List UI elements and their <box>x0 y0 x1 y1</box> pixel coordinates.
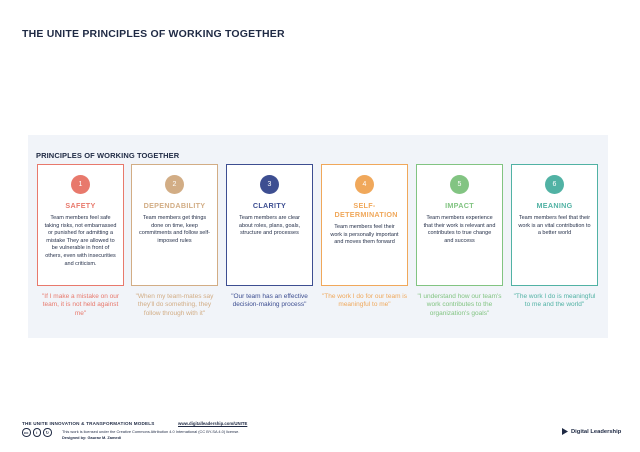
principle-title: MEANING <box>536 201 573 210</box>
principle-card <box>416 164 503 286</box>
principle-description: Team members feel that their work is an vital contribution to a better world <box>518 215 591 237</box>
principle-card <box>37 164 124 286</box>
principle-description: Team members experience that their work is relevant and contributes to true change and success <box>423 215 496 244</box>
principle-title: DEPENDABILITY <box>143 201 206 210</box>
brand-mark-icon <box>562 428 568 435</box>
principle-quote: "The work I do is meaningful to me and the world" <box>513 293 596 309</box>
license-icons <box>22 428 52 437</box>
principle-number-badge: 3 <box>260 175 279 194</box>
principle-number-badge: 1 <box>71 175 90 194</box>
principle-card <box>321 164 408 286</box>
panel-title: PRINCIPLES OF WORKING TOGETHER <box>36 151 180 160</box>
principle-number-badge: 5 <box>450 175 469 194</box>
principle-number-badge: 2 <box>165 175 184 194</box>
cc-icon: cc <box>22 428 31 437</box>
principle-quote: "If I make a mistake on our team, it is not held against me" <box>41 293 120 317</box>
principle-title: SELF-DETERMINATION <box>334 201 398 219</box>
principle-card <box>131 164 218 286</box>
principle-card <box>226 164 313 286</box>
principle-quote: "When my team-mates say they'll do something, they follow through with it" <box>135 293 214 317</box>
principle-description: Team members are clear about roles, plans, goals, structure and processes <box>238 215 301 237</box>
principle-card <box>511 164 598 286</box>
principle-description: Team members feel their work is personally important and moves them forward <box>330 224 399 246</box>
license-text: This work is licensed under the Creative Commons Attribution 4.0 International (CC BY-SA 4.0) license. <box>62 429 240 434</box>
principle-quote: "The work I do for our team is meaningful to me" <box>321 293 408 309</box>
principle-title: IMPACT <box>445 201 474 210</box>
brand-name: Digital Leadership <box>571 428 622 435</box>
principle-number-badge: 6 <box>545 175 564 194</box>
principle-quote: "I understand how our team's work contributes to the organization's goals" <box>417 293 502 317</box>
footer-link[interactable]: www.digitalleadership.com/UNITE <box>178 421 248 426</box>
principle-title: CLARITY <box>252 201 287 210</box>
principle-number-badge: 4 <box>355 175 374 194</box>
page-title: THE UNITE PRINCIPLES OF WORKING TOGETHER <box>22 28 285 40</box>
principle-title: SAFETY <box>65 201 96 210</box>
sa-icon: ↻ <box>43 428 52 437</box>
principle-description: Team members feel safe taking risks, not embarrassed or punished for admitting a mistake They are allowed to be vulnerable in front of others, even with insecurities and criticism. <box>44 215 117 267</box>
footer-title: THE UNITE INNOVATION & TRANSFORMATION MODELS <box>22 421 155 426</box>
brand-logo <box>562 428 621 435</box>
designer-credit: Designed by: Gaurav M. Zamedi <box>62 435 122 440</box>
principle-description: Team members get things done on time, keep commitments and follow self-imposed rules <box>139 215 210 244</box>
by-icon: i <box>33 428 42 437</box>
principle-quote: "Our team has an effective decision-making process" <box>231 293 308 309</box>
